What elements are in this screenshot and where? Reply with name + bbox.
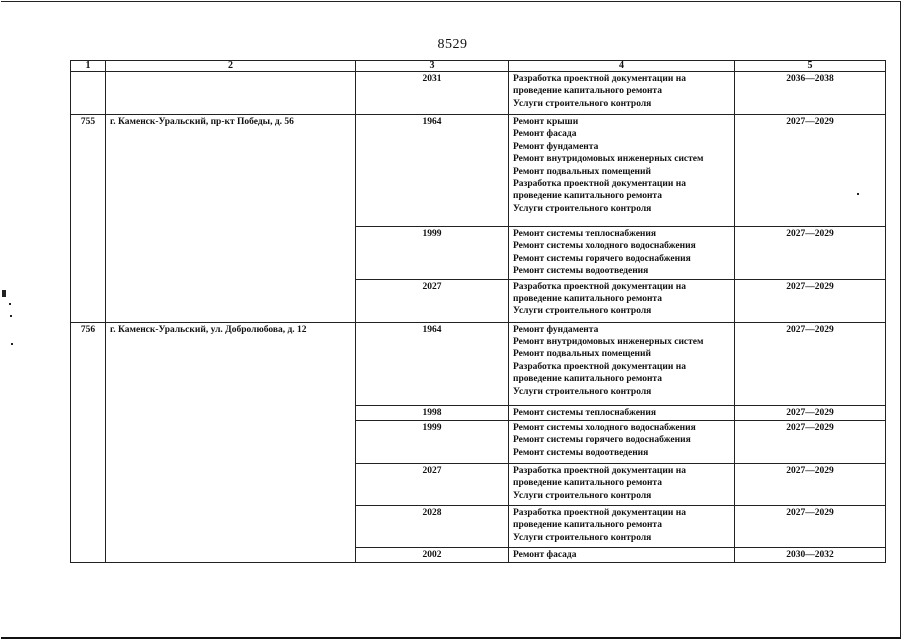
work-item: Разработка проектной документации на: [513, 508, 686, 519]
period-cell: 2027—2029: [735, 506, 886, 548]
works-cell: [509, 115, 735, 227]
work-item: Ремонт внутридомовых инженерных систем: [513, 337, 704, 348]
work-item: проведение капитального ремонта: [513, 520, 662, 531]
scan-speck: [2, 290, 6, 297]
period-cell: 2027—2029: [735, 115, 886, 227]
address-cell: [106, 72, 356, 115]
work-item: Разработка проектной документации на: [513, 281, 686, 292]
work-item: Ремонт системы теплоснабжения: [513, 407, 657, 418]
work-item: Ремонт системы горячего водоснабжения: [513, 435, 691, 446]
table-row: [71, 72, 886, 115]
work-item: Ремонт системы теплоснабжения: [513, 229, 657, 239]
work-item: Разработка проектной документации на: [513, 179, 686, 190]
year-cell: 1999: [356, 227, 509, 280]
work-item: Ремонт фасада: [513, 129, 577, 140]
table-row: [71, 115, 886, 227]
work-item: Разработка проектной документации на: [513, 466, 686, 477]
works-cell: [509, 548, 735, 563]
work-item: Ремонт системы водоотведения: [513, 266, 649, 277]
work-item: Ремонт подвальных помещений: [513, 349, 651, 360]
work-item: Ремонт крыши: [513, 117, 579, 127]
capital-repair-table: [70, 60, 886, 563]
work-item: проведение капитального ремонта: [513, 374, 662, 385]
works-cell: [509, 506, 735, 548]
work-item: Услуги строительного контроля: [513, 98, 652, 109]
work-item: Ремонт фундамента: [513, 141, 599, 152]
column-header-2: 2: [106, 61, 356, 72]
column-header-1: 1: [71, 61, 106, 72]
work-item: Ремонт фасада: [513, 550, 577, 561]
scan-speck: [9, 303, 11, 305]
work-item: проведение капитального ремонта: [513, 478, 662, 489]
scan-speck: [10, 315, 12, 317]
period-cell: 2027—2029: [735, 464, 886, 506]
year-cell: 1964: [356, 115, 509, 227]
year-cell: 1999: [356, 421, 509, 464]
work-item: Разработка проектной документации на: [513, 361, 686, 372]
page-number: 8529: [437, 37, 468, 52]
works-cell: [509, 405, 735, 420]
table-header-row: [71, 61, 886, 72]
work-item: Разработка проектной документации на: [513, 74, 686, 84]
period-cell: 2027—2029: [735, 279, 886, 322]
scan-speck: [857, 193, 859, 195]
period-cell: 2027—2029: [735, 421, 886, 464]
work-item: Услуги строительного контроля: [513, 306, 652, 317]
period-cell: 2027—2029: [735, 322, 886, 405]
year-cell: 2002: [356, 548, 509, 563]
year-cell: 2027: [356, 464, 509, 506]
works-cell: [509, 72, 735, 115]
year-cell: 2027: [356, 279, 509, 322]
year-cell: 1998: [356, 405, 509, 420]
year-cell: 2031: [356, 72, 509, 115]
scan-speck: [11, 343, 13, 345]
work-item: Ремонт фундамента: [513, 324, 599, 335]
work-item: Ремонт системы холодного водоснабжения: [513, 423, 696, 434]
work-item: Ремонт системы водоотведения: [513, 447, 649, 458]
column-header-3: 3: [356, 61, 509, 72]
work-item: проведение капитального ремонта: [513, 86, 662, 97]
address-cell: г. Каменск-Уральский, пр-кт Победы, д. 56: [106, 115, 356, 323]
work-item: проведение капитального ремонта: [513, 191, 662, 202]
work-item: Услуги строительного контроля: [513, 203, 652, 214]
row-number-cell: 756: [71, 322, 106, 563]
work-item: проведение капитального ремонта: [513, 294, 662, 305]
period-cell: 2027—2029: [735, 405, 886, 420]
table-row: [71, 322, 886, 405]
address-cell: г. Каменск-Уральский, ул. Добролюбова, д. 12: [106, 322, 356, 563]
period-cell: 2036—2038: [735, 72, 886, 115]
works-cell: [509, 227, 735, 280]
work-item: Ремонт внутридомовых инженерных систем: [513, 154, 704, 165]
column-header-4: 4: [509, 61, 735, 72]
works-cell: [509, 464, 735, 506]
period-cell: 2027—2029: [735, 227, 886, 280]
work-item: Услуги строительного контроля: [513, 532, 652, 543]
work-item: Ремонт системы холодного водоснабжения: [513, 241, 696, 252]
works-cell: [509, 322, 735, 405]
row-number-cell: [71, 72, 106, 115]
row-number-cell: 755: [71, 115, 106, 323]
work-item: Ремонт подвальных помещений: [513, 166, 651, 177]
period-cell: 2030—2032: [735, 548, 886, 563]
work-item: Услуги строительного контроля: [513, 490, 652, 501]
work-item: Ремонт системы горячего водоснабжения: [513, 253, 691, 264]
column-header-5: 5: [735, 61, 886, 72]
works-cell: [509, 421, 735, 464]
year-cell: 2028: [356, 506, 509, 548]
works-cell: [509, 279, 735, 322]
work-item: Услуги строительного контроля: [513, 386, 652, 397]
year-cell: 1964: [356, 322, 509, 405]
